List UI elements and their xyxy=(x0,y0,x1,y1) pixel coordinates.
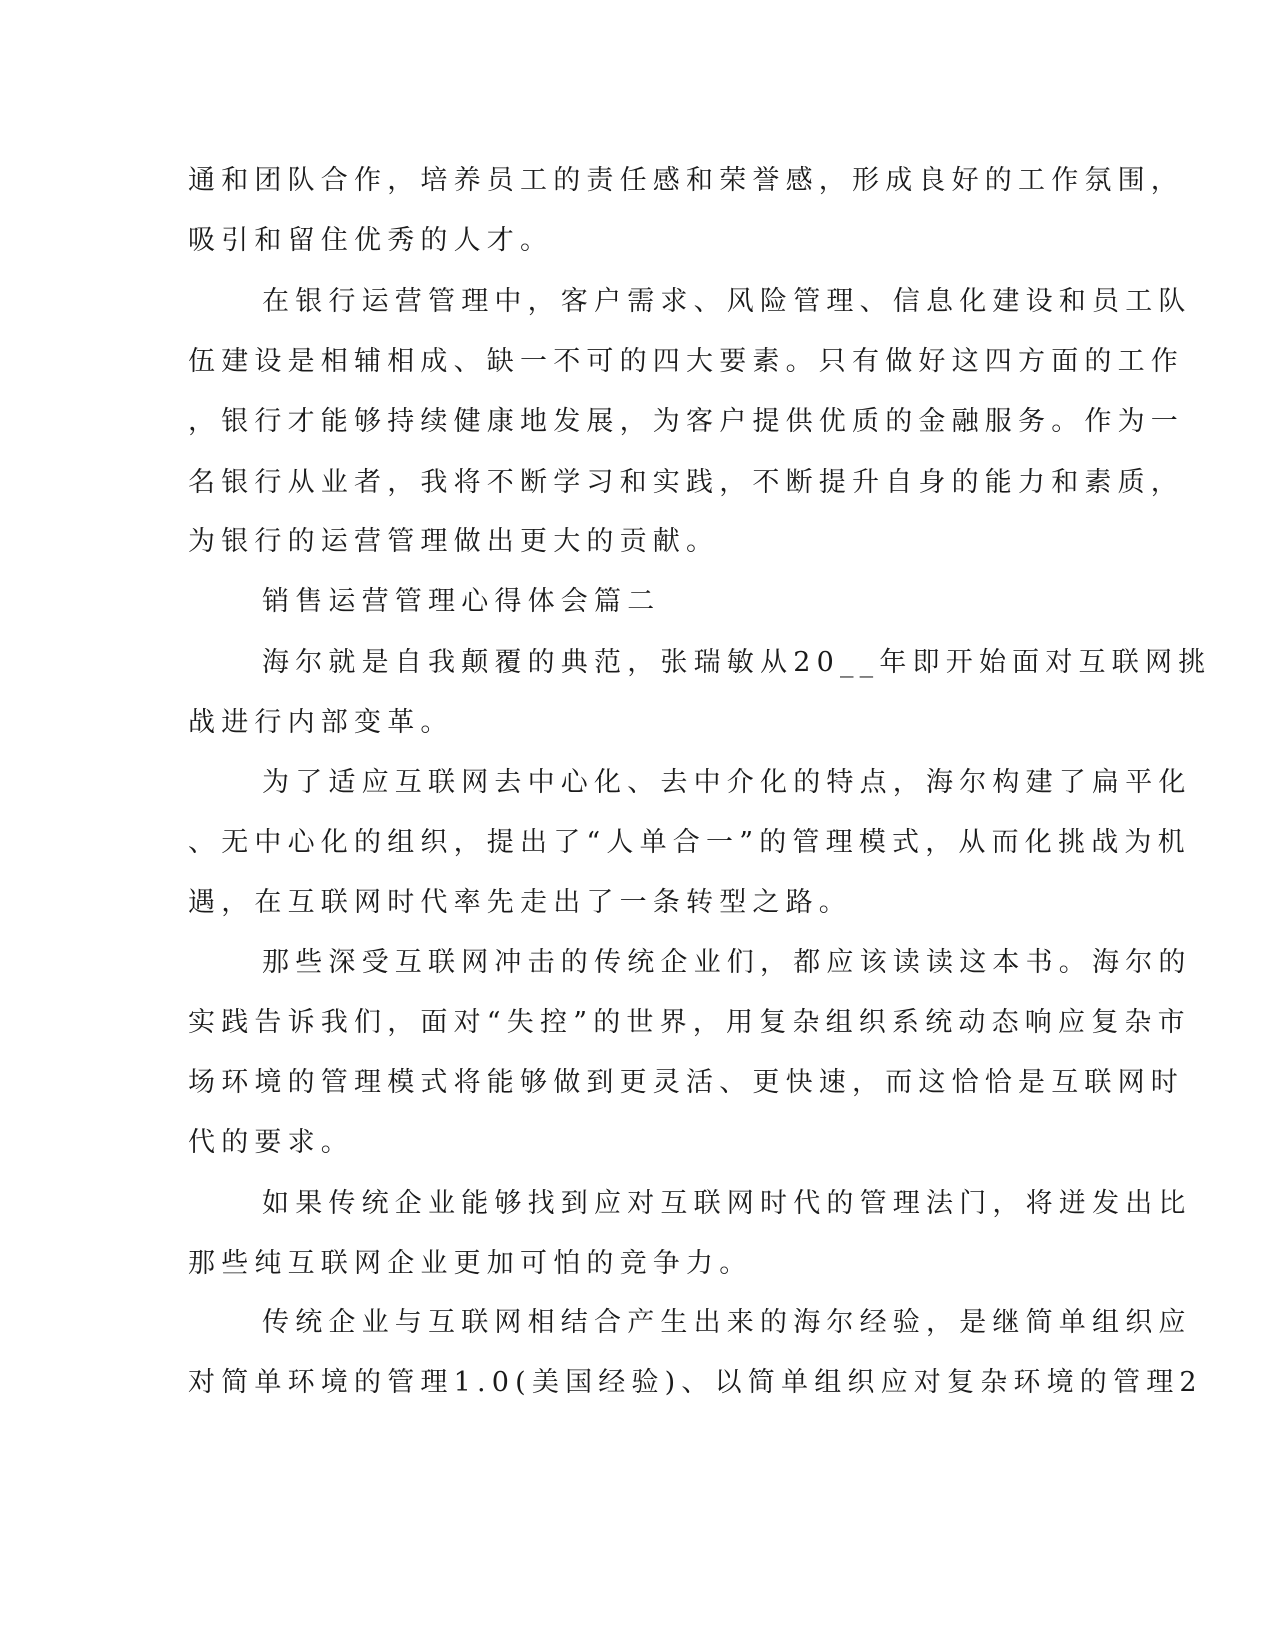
text-line: 实践告诉我们，面对“失控”的世界，用复杂组织系统动态响应复杂市 xyxy=(188,1007,1191,1038)
paragraph-start-line: 为了适应互联网去中心化、去中介化的特点，海尔构建了扁平化 xyxy=(262,767,1192,798)
text-line: 吸引和留住优秀的人才。 xyxy=(188,225,554,256)
text-line: 伍建设是相辅相成、缺一不可的四大要素。只有做好这四方面的工作 xyxy=(188,346,1184,377)
text-line: 名银行从业者，我将不断学习和实践，不断提升自身的能力和素质， xyxy=(188,467,1184,498)
text-line: 对简单环境的管理1.0(美国经验)、以简单组织应对复杂环境的管理2 xyxy=(188,1367,1203,1398)
paragraph-start-line: 传统企业与互联网相结合产生出来的海尔经验，是继简单组织应 xyxy=(262,1307,1192,1338)
text-line: 遇，在互联网时代率先走出了一条转型之路。 xyxy=(188,887,852,918)
text-line: 通和团队合作，培养员工的责任感和荣誉感，形成良好的工作氛围， xyxy=(188,165,1184,196)
text-line: ，银行才能够持续健康地发展，为客户提供优质的金融服务。作为一 xyxy=(188,406,1184,437)
paragraph-start-line: 海尔就是自我颠覆的典范，张瑞敏从20__年即开始面对互联网挑 xyxy=(262,647,1212,678)
text-line: 战进行内部变革。 xyxy=(188,707,454,738)
paragraph-start-line: 那些深受互联网冲击的传统企业们，都应该读读这本书。海尔的 xyxy=(262,947,1192,978)
section-heading: 销售运营管理心得体会篇二 xyxy=(262,586,661,617)
paragraph-start-line: 如果传统企业能够找到应对互联网时代的管理法门，将迸发出比 xyxy=(262,1188,1192,1219)
text-line: 那些纯互联网企业更加可怕的竞争力。 xyxy=(188,1248,753,1279)
text-line: 场环境的管理模式将能够做到更灵活、更快速，而这恰恰是互联网时 xyxy=(188,1067,1184,1098)
text-line: 为银行的运营管理做出更大的贡献。 xyxy=(188,526,720,557)
paragraph-start-line: 在银行运营管理中，客户需求、风险管理、信息化建设和员工队 xyxy=(262,286,1192,317)
text-line: 、无中心化的组织，提出了“人单合一”的管理模式，从而化挑战为机 xyxy=(188,827,1191,858)
text-line: 代的要求。 xyxy=(188,1127,354,1158)
